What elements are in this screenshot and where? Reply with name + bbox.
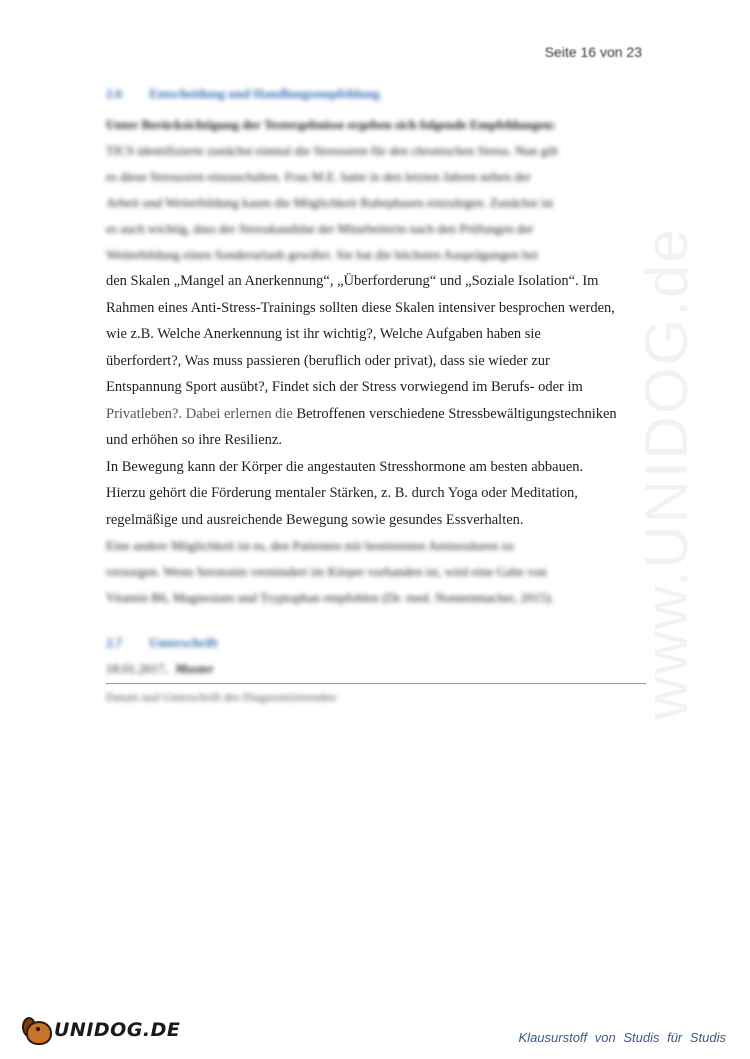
- watermark: www.UNIDOG.de: [633, 227, 700, 720]
- signature-date: 18.01.2017,: [106, 661, 168, 676]
- blurred-paragraph-1: [106, 138, 646, 268]
- blurred-line: Arbeit und Weiterbildung kaum die Möglichkeit Ruhephasen einzulegen. Zunächst ist: [106, 195, 554, 210]
- text-span-dim: Privatleben?. Dabei erlernen die: [106, 405, 297, 422]
- text-line: Hierzu gehört die Förderung mentaler Stärken, z. B. durch Yoga oder Meditation,: [106, 485, 578, 501]
- unidog-logo: [22, 1010, 180, 1050]
- text-line: regelmäßige und ausreichende Bewegung sowie gesundes Essverhalten.: [106, 511, 524, 528]
- intro-sentence: Unter Berücksichtigung der Testergebnisse ergeben sich folgende Empfehlungen:: [106, 117, 556, 132]
- signature-rule: [106, 683, 646, 684]
- section-title: Entscheidung und Handlungsempfehlung: [149, 86, 380, 101]
- section-number: 2.6: [106, 86, 123, 101]
- text-line: In Bewegung kann der Körper die angestauten Stresshormone am besten abbauen.: [106, 458, 584, 475]
- text-line: Entspannung Sport ausübt?, Findet sich der Stress vorwiegend im Berufs- oder im: [106, 379, 583, 395]
- text-line: und erhöhen so ihre Resilienz.: [106, 432, 282, 448]
- blurred-line: TICS identifizierte zunächst einmal die Stressoren für den chronischen Stress. Nun gilt: [106, 143, 558, 158]
- logo-text: UNIDOG.DE: [54, 1019, 181, 1041]
- footer-tagline: Klausurstoff von Studis für Studis: [518, 1030, 726, 1045]
- section-heading-signature: [106, 635, 646, 651]
- signature-caption: Datum und Unterschrift des Diagnostizierenden: [106, 690, 336, 704]
- blurred-paragraph-2: [106, 533, 646, 611]
- blurred-line: Vitamin B6, Magnesium und Tryptophan empfohlen (Dr. med. Nonnenmacher, 2015).: [106, 590, 554, 605]
- text-line: wie z.B. Welche Anerkennung ist ihr wichtig?, Welche Aufgaben haben sie: [106, 326, 541, 342]
- text-line: den Skalen „Mangel an Anerkennung“, „Überforderung“ und „Soziale Isolation“. Im: [106, 273, 599, 289]
- blurred-line: es diese Stressoren einzuschalten. Frau M.E. hatte in den letzten Jahren neben der: [106, 169, 531, 184]
- text-line: [106, 401, 646, 428]
- page-number: Seite 16 von 23: [544, 44, 642, 60]
- blurred-line: es auch wichtig, dass der Stresskandidat der Mitarbeiterin nach den Prüfungen der: [106, 221, 534, 236]
- text-line: Rahmen eines Anti-Stress-Trainings sollten diese Skalen intensiver besprochen werden,: [106, 299, 615, 316]
- blurred-line: Weiterbildung einen Sonderurlaub gewährt. Sie hat die höchsten Ausprägungen bei: [106, 247, 539, 262]
- blurred-line: versorgen. Wenn Serotonin vermindert im Körper vorhanden ist, wird eine Gabe von: [106, 564, 547, 579]
- section-number: 2.7: [106, 635, 123, 650]
- section-heading-decision: [106, 86, 646, 102]
- signature-line: [106, 661, 646, 677]
- signature: Muster: [175, 661, 214, 676]
- clear-paragraph: [106, 268, 646, 533]
- text-line: überfordert?, Was muss passieren (beruflich oder privat), dass sie wieder zur: [106, 352, 550, 369]
- section-title: Unterschrift: [149, 635, 218, 650]
- dog-icon: [22, 1015, 52, 1045]
- blurred-line: Eine andere Möglichkeit ist es, den Patienten mit bestimmten Aminosäuren zu: [106, 538, 514, 553]
- document-body: [106, 86, 646, 705]
- text-span: Betroffenen verschiedene Stressbewältigungstechniken: [296, 405, 617, 422]
